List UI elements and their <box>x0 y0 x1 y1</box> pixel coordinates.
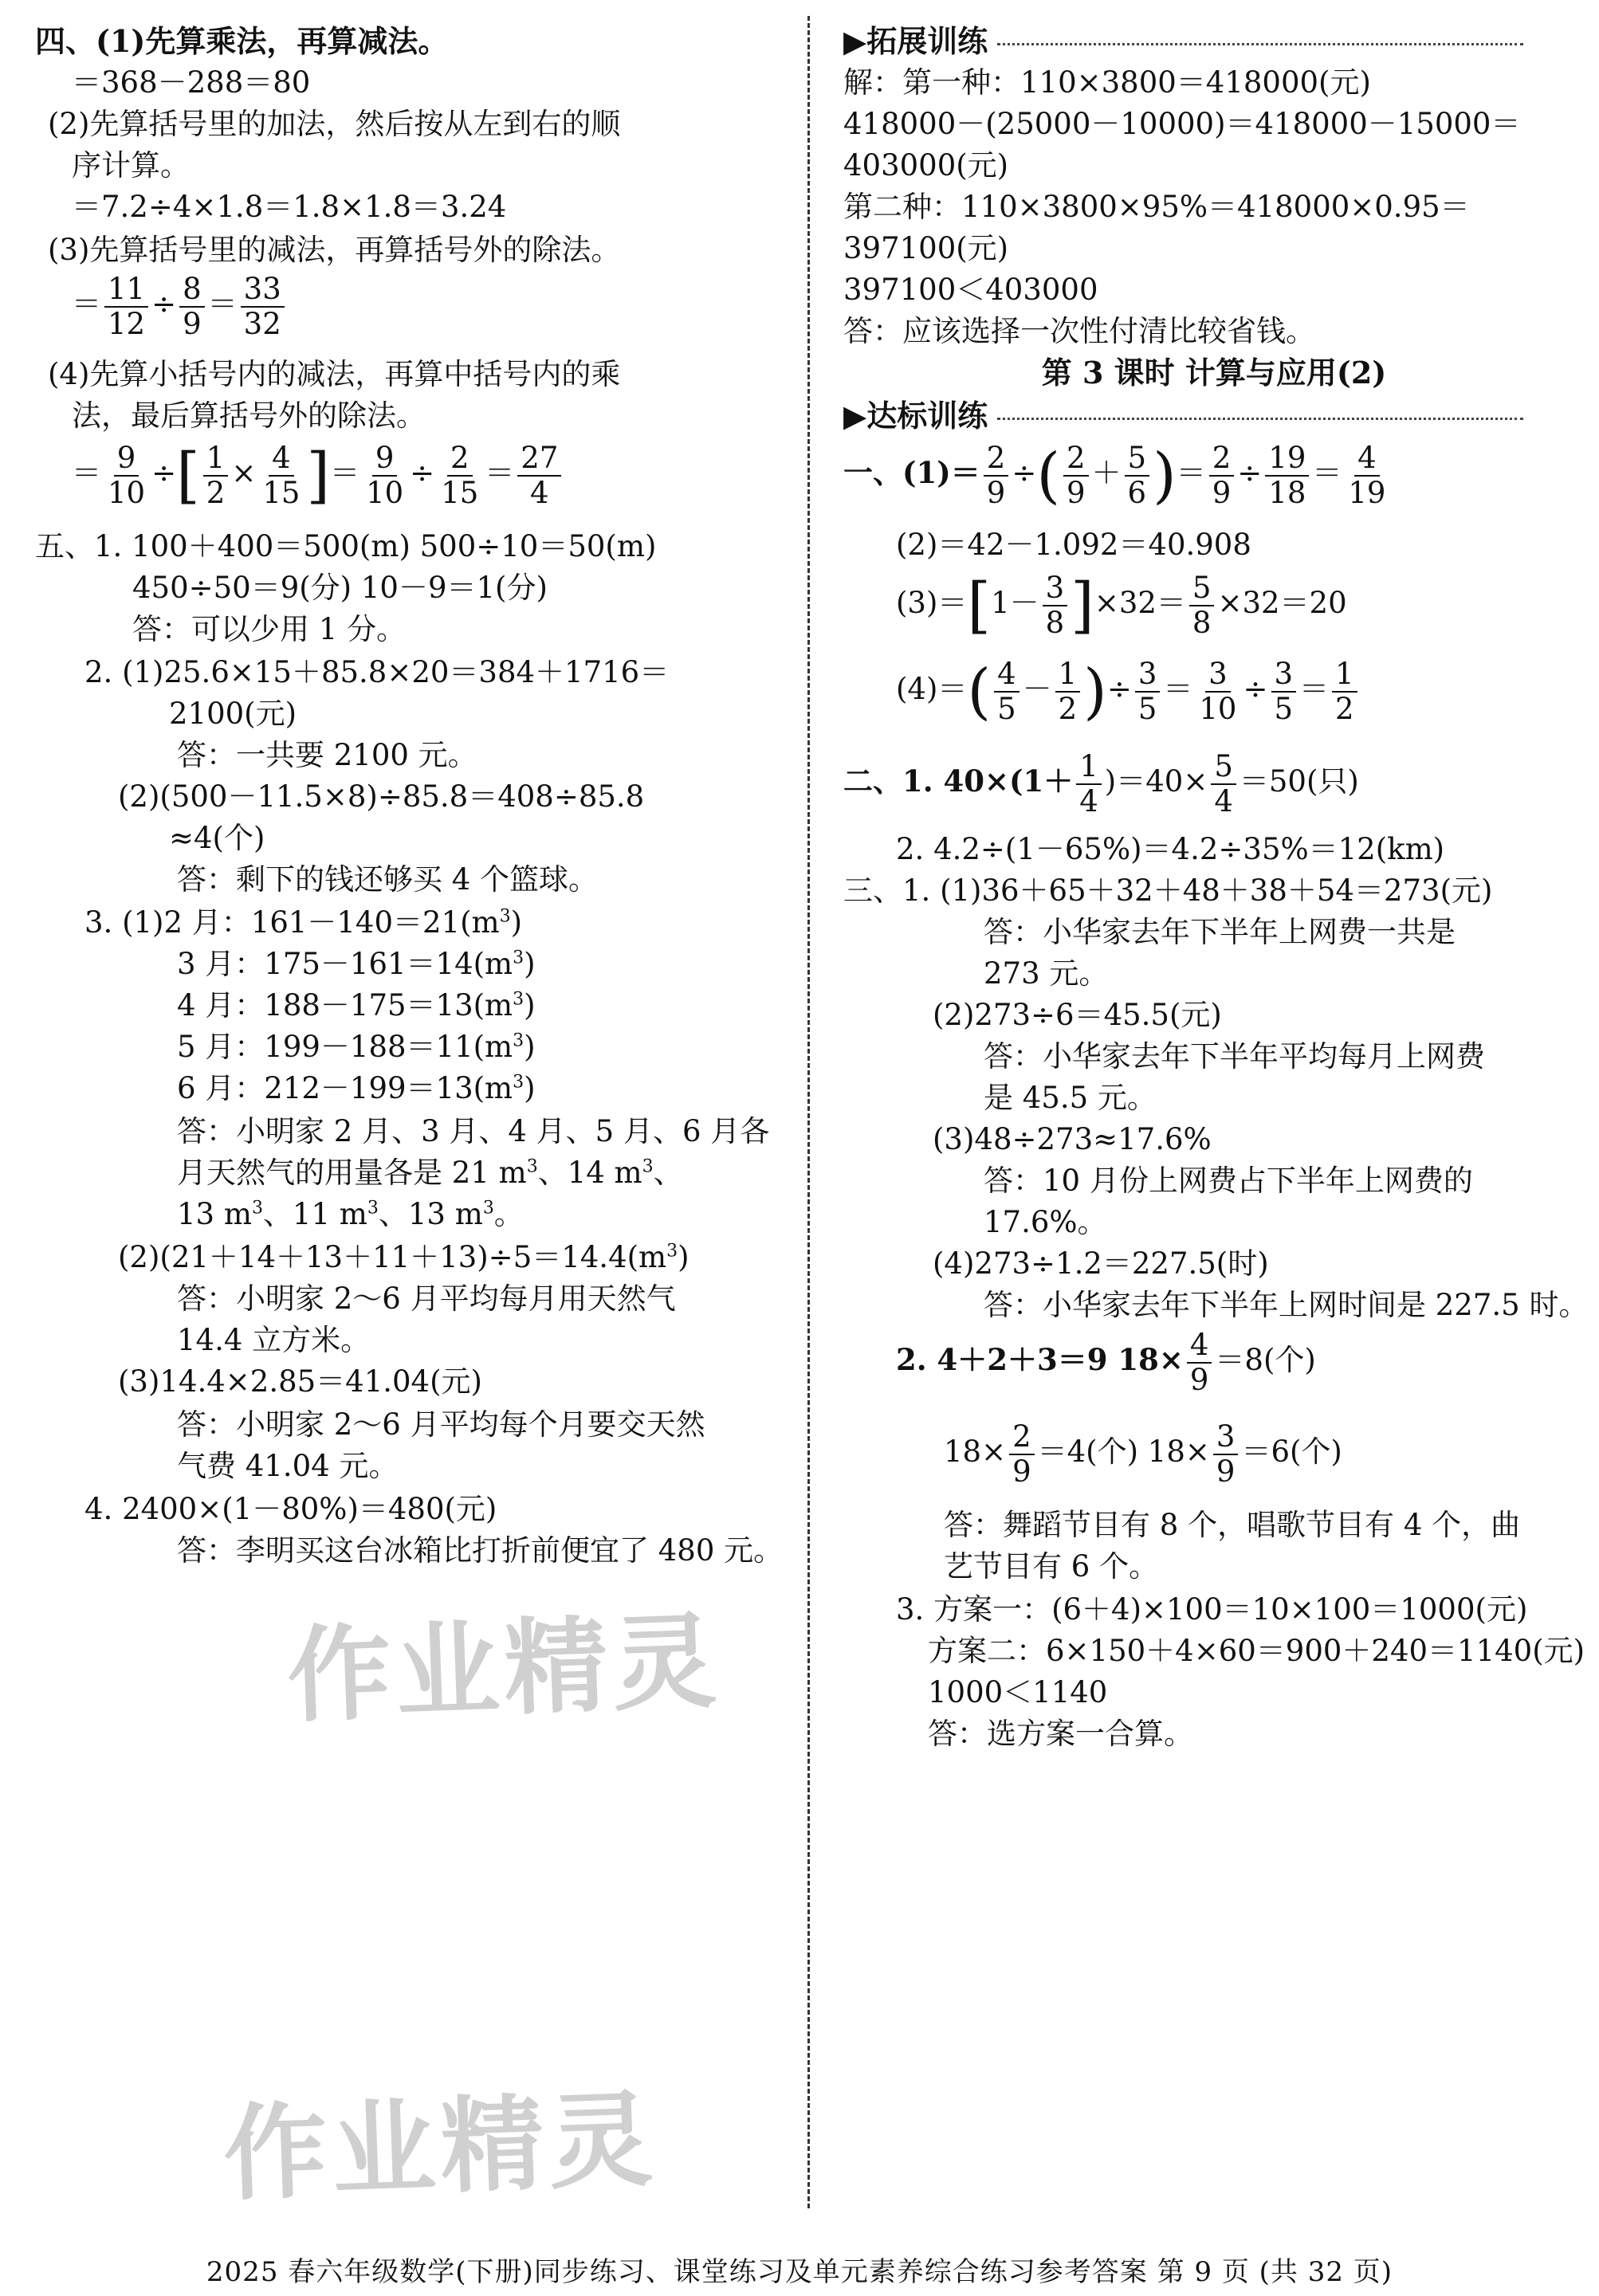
superscript: 3 <box>526 1156 538 1177</box>
ext-line-6: 397100＜403000 <box>843 273 1098 307</box>
fraction <box>1135 657 1161 726</box>
numerator: 1 <box>203 442 229 477</box>
r3-3-line-a: 3. 方案一：(6＋4)×100＝10×100＝1000(元) <box>896 1592 1528 1627</box>
r3-1-1-answer-b: 273 元。 <box>984 956 1109 991</box>
fraction <box>438 442 481 510</box>
r3-1-3-answer-b: 17.6%。 <box>984 1205 1107 1239</box>
s4-4-text-b: 法，最后算括号外的除法。 <box>72 398 426 433</box>
r1-1-equation <box>843 438 1392 510</box>
denominator: 8 <box>1192 605 1212 640</box>
s4-2-equation: ＝7.2÷4×1.8＝1.8×1.8＝3.24 <box>72 190 507 224</box>
left-paren: ( <box>1036 439 1060 511</box>
s5-3-3-line: (3)14.4×2.85＝41.04(元) <box>118 1364 482 1399</box>
numerator: 2 <box>1009 1420 1035 1455</box>
label: 2. 4＋2＋3＝9 18× <box>896 1342 1184 1377</box>
superscript: 3 <box>642 1156 654 1177</box>
r1-2-equation: (2)＝42－1.092＝40.908 <box>896 528 1251 562</box>
lesson-title: 第 3 课时 计算与应用(2) <box>1041 355 1387 391</box>
eq-sign: ＝ <box>1163 672 1193 706</box>
r2-2-equation: 2. 4.2÷(1－65%)＝4.2÷35%＝12(km) <box>896 832 1445 866</box>
s5-3-2-line <box>118 1238 689 1277</box>
fraction <box>1055 657 1081 726</box>
left-bracket: [ <box>176 439 200 511</box>
operator: － <box>1022 672 1052 706</box>
operator: ÷ <box>151 287 177 321</box>
ext-line-3: 403000(元) <box>843 148 1009 183</box>
denominator: 10 <box>108 475 146 510</box>
watermark-logo: 作业精灵 <box>221 2078 659 2216</box>
r3-1-2-answer-b: 是 45.5 元。 <box>984 1081 1157 1115</box>
s5-3-2-answer-b: 14.4 立方米。 <box>177 1323 371 1357</box>
denominator: 4 <box>1214 783 1233 818</box>
s5-3-3-answer-a: 答：小明家 2～6 月平均每个月要交天然 <box>177 1407 705 1442</box>
operator: ÷ <box>1106 672 1132 706</box>
denominator: 5 <box>1274 691 1294 726</box>
heading-text: ▶拓展训练 <box>843 23 988 59</box>
text: 6 月：212－199＝13(m <box>177 1071 513 1105</box>
numerator: 1 <box>1055 657 1081 693</box>
fraction <box>1009 1420 1035 1489</box>
dotted-rule <box>997 418 1523 420</box>
s5-4-answer: 答：李明买这台冰箱比打折前便宜了 480 元。 <box>177 1533 784 1568</box>
section-4-heading: 四、(1)先算乘法，再算减法。 <box>35 23 449 59</box>
r3-3-line-c: 1000＜1140 <box>928 1675 1108 1709</box>
s5-4-line: 4. 2400×(1－80%)＝480(元) <box>84 1492 497 1526</box>
numerator: 19 <box>1265 442 1309 477</box>
ext-line-4: 第二种：110×3800×95%＝418000×0.95＝ <box>843 190 1470 224</box>
denominator: 6 <box>1127 475 1147 510</box>
r3-1-1-answer-a: 答：小华家去年下半年上网费一共是 <box>984 915 1456 949</box>
fraction <box>1189 571 1215 640</box>
numerator: 4 <box>1354 442 1380 477</box>
s5-2-2-line-b: ≈4(个) <box>169 821 265 855</box>
denominator: 2 <box>1058 691 1078 726</box>
r3-1-2-answer-a: 答：小华家去年下半年平均每月上网费 <box>984 1039 1485 1073</box>
r3-2-line-b <box>944 1419 1342 1489</box>
numerator: 9 <box>372 442 398 477</box>
superscript: 3 <box>513 1072 524 1093</box>
r3-1-4-answer: 答：小华家去年下半年上网时间是 227.5 时。 <box>984 1288 1589 1322</box>
column-divider <box>807 16 810 2208</box>
fraction <box>984 442 1009 510</box>
fraction <box>104 273 148 341</box>
fraction <box>1211 750 1236 818</box>
superscript: 3 <box>666 1241 678 1262</box>
s5-1-answer: 答：可以少用 1 分。 <box>132 612 407 646</box>
superscript: 3 <box>251 1198 263 1219</box>
text: (2)(21＋14＋13＋11＋13)÷5＝14.4(m <box>118 1240 667 1274</box>
standard-training-heading <box>843 397 1585 435</box>
numerator: 2 <box>984 442 1009 477</box>
s5-1-line-a: 五、1. 100＋400＝500(m) 500÷10＝50(m) <box>35 529 657 563</box>
operator: ÷ <box>151 456 177 490</box>
fraction <box>1187 1329 1212 1397</box>
dotted-rule <box>997 43 1523 45</box>
text: 、11 m <box>262 1197 367 1231</box>
fraction <box>1063 442 1089 510</box>
fraction <box>1213 1420 1239 1489</box>
numerator: 2 <box>447 442 473 477</box>
text: ) <box>524 1071 536 1105</box>
numerator: 4 <box>269 442 294 477</box>
numerator: 9 <box>114 442 139 477</box>
s5-3-answer-b <box>177 1154 683 1192</box>
label: 二、1. 40×(1＋ <box>843 763 1074 799</box>
denominator: 5 <box>1137 691 1157 726</box>
numerator: 1 <box>1332 657 1357 693</box>
ext-line-5: 397100(元) <box>843 231 1009 265</box>
text: ) <box>524 947 536 981</box>
superscript: 3 <box>482 1198 494 1219</box>
r1-4-equation <box>896 655 1361 726</box>
s4-1-equation: ＝368－288＝80 <box>72 65 311 100</box>
fraction <box>241 273 285 341</box>
operator: ÷ <box>410 456 435 490</box>
s5-2-1-line-b: 2100(元) <box>169 697 297 731</box>
denominator: 15 <box>441 475 479 510</box>
s5-3-may <box>177 1028 536 1066</box>
superscript: 3 <box>513 989 524 1010</box>
numerator: 3 <box>1043 571 1068 606</box>
right-paren: ) <box>1153 439 1177 511</box>
r3-3-answer: 答：选方案一合算。 <box>928 1717 1193 1751</box>
s5-3-2-answer-a: 答：小明家 2～6 月平均每月用天然气 <box>177 1281 676 1316</box>
fraction <box>517 442 561 510</box>
s5-2-1-line-a: 2. (1)25.6×15＋85.8×20＝384＋1716＝ <box>84 655 670 689</box>
ext-line-2: 418000－(25000－10000)＝418000－15000＝ <box>843 107 1521 141</box>
text: 、14 m <box>537 1156 642 1190</box>
numerator: 5 <box>1189 571 1215 606</box>
s5-3-mar <box>177 945 536 983</box>
denominator: 18 <box>1268 475 1306 510</box>
s4-2-text-a: (2)先算括号里的加法，然后按从左到右的顺 <box>48 107 621 141</box>
numerator: 3 <box>1213 1420 1239 1455</box>
watermark-logo: 作业精灵 <box>285 1600 723 1737</box>
denominator: 9 <box>1189 1362 1209 1397</box>
denominator: 12 <box>108 306 146 341</box>
fraction <box>1209 442 1235 510</box>
eq-sign: ＝ <box>485 456 515 490</box>
r3-1-3-line: (3)48÷273≈17.6% <box>933 1122 1212 1156</box>
text: ＝50(只) <box>1239 764 1359 799</box>
denominator: 10 <box>366 475 404 510</box>
text: 、13 m <box>378 1197 483 1231</box>
numerator: 33 <box>241 273 285 308</box>
text: 月天然气的用量各是 21 m <box>177 1156 527 1190</box>
right-bracket: ] <box>306 439 331 511</box>
eq-sign: ＝ <box>330 456 360 490</box>
text: ) <box>524 988 536 1022</box>
label: (4)＝ <box>896 672 968 706</box>
numerator: 2 <box>1063 442 1089 477</box>
text: 18× <box>944 1435 1007 1469</box>
numerator: 5 <box>1211 750 1236 785</box>
text: ×32＝20 <box>1217 586 1347 620</box>
s5-2-2-answer: 答：剩下的钱还够买 4 个篮球。 <box>177 862 599 897</box>
r3-3-line-b: 方案二：6×150＋4×60＝900＋240＝1140(元) <box>928 1634 1585 1668</box>
text: 3 月：175－161＝14(m <box>177 947 513 981</box>
text: 3. (1)2 月：161－140＝21(m <box>84 905 500 940</box>
eq-sign: ＝ <box>1176 456 1206 490</box>
denominator: 9 <box>1012 1454 1031 1489</box>
operator: ÷ <box>1243 672 1268 706</box>
page-footer: 2025 春六年级数学(下册)同步练习、课堂练习及单元素养综合练习参考答案 第 9 页 (共 32 页) <box>206 2256 1393 2288</box>
operator: ＋ <box>1091 456 1122 490</box>
s4-2-text-b: 序计算。 <box>72 148 190 183</box>
numerator: 1 <box>1076 750 1102 785</box>
superscript: 3 <box>367 1198 379 1219</box>
eq-sign: ＝ <box>72 456 101 490</box>
s4-4-equation <box>72 440 564 510</box>
r1-3-equation <box>896 569 1347 640</box>
denominator: 2 <box>1335 691 1354 726</box>
denominator: 8 <box>1045 605 1065 640</box>
eq-sign: ＝ <box>1312 456 1342 490</box>
eq-sign: ＝ <box>207 287 238 321</box>
s5-1-line-b: 450÷50＝9(分) 10－9＝1(分) <box>132 571 548 605</box>
text: ) <box>524 1030 536 1064</box>
r3-1-1-line: 三、1. (1)36＋65＋32＋48＋38＋54＝273(元) <box>843 873 1493 908</box>
fraction <box>1271 657 1297 726</box>
fraction <box>994 657 1020 726</box>
fraction <box>1125 442 1150 510</box>
text: ) <box>510 905 523 940</box>
text: 。 <box>493 1197 524 1231</box>
right-paren: ) <box>1083 655 1107 727</box>
fraction <box>363 442 407 510</box>
numerator: 4 <box>1187 1329 1212 1364</box>
text: ×32＝ <box>1094 586 1186 620</box>
fraction <box>203 442 229 510</box>
fraction <box>1332 657 1357 726</box>
ext-line-1: 解：第一种：110×3800＝418000(元) <box>843 65 1371 100</box>
denominator: 9 <box>183 306 202 341</box>
numerator: 5 <box>1125 442 1150 477</box>
operator: ÷ <box>1012 456 1037 490</box>
fraction <box>1265 442 1309 510</box>
left-bracket: [ <box>967 569 992 641</box>
fraction <box>1345 442 1389 510</box>
r3-1-3-answer-a: 答：10 月份上网费占下半年上网费的 <box>984 1164 1473 1198</box>
operator: × <box>231 456 257 490</box>
r3-2-line-a <box>896 1326 1316 1397</box>
ext-answer: 答：应该选择一次性付清比较省钱。 <box>843 314 1315 348</box>
fraction <box>259 442 303 510</box>
text: 1－ <box>991 586 1039 620</box>
eq-sign: ＝ <box>72 287 101 321</box>
superscript: 3 <box>499 906 511 927</box>
text: ＝6(个) <box>1241 1435 1342 1469</box>
label: (3)＝ <box>896 586 968 620</box>
s4-4-text-a: (4)先算小括号内的减法，再算中括号内的乘 <box>48 357 621 391</box>
text: 4 月：188－175＝13(m <box>177 988 513 1022</box>
numerator: 11 <box>104 273 148 308</box>
text: ＝4(个) 18× <box>1037 1435 1210 1469</box>
denominator: 9 <box>1066 475 1086 510</box>
superscript: 3 <box>513 948 524 968</box>
fraction <box>1196 657 1240 726</box>
superscript: 3 <box>513 1030 524 1051</box>
numerator: 2 <box>1209 442 1235 477</box>
s5-2-1-answer: 答：一共要 2100 元。 <box>177 738 477 772</box>
s5-3-apr <box>177 987 536 1025</box>
denominator: 9 <box>1216 1454 1236 1489</box>
denominator: 10 <box>1199 691 1237 726</box>
heading-text: ▶达标训练 <box>843 398 988 434</box>
numerator: 4 <box>994 657 1020 693</box>
numerator: 3 <box>1271 657 1297 693</box>
text: ) <box>678 1240 689 1274</box>
r3-2-answer-b: 艺节目有 6 个。 <box>944 1549 1159 1584</box>
fraction <box>104 442 148 510</box>
denominator: 2 <box>206 475 226 510</box>
s4-3-text: (3)先算括号里的减法，再算括号外的除法。 <box>48 233 621 267</box>
s5-3-jun <box>177 1070 536 1108</box>
s4-3-equation <box>72 271 288 341</box>
text: ＝8(个) <box>1215 1343 1316 1377</box>
denominator: 4 <box>530 475 549 510</box>
operator: ÷ <box>1237 456 1263 490</box>
label: 一、(1)＝ <box>843 455 980 490</box>
text: )＝40× <box>1104 764 1208 799</box>
numerator: 3 <box>1135 657 1161 693</box>
left-paren: ( <box>967 655 992 727</box>
denominator: 9 <box>1212 475 1232 510</box>
text: 13 m <box>177 1197 252 1231</box>
s5-3-3-answer-b: 气费 41.04 元。 <box>177 1449 399 1483</box>
s5-3-feb <box>84 904 522 942</box>
numerator: 8 <box>179 273 205 308</box>
s5-3-answer-c <box>177 1195 524 1234</box>
r3-1-4-line: (4)273÷1.2＝227.5(时) <box>933 1246 1269 1281</box>
denominator: 15 <box>262 475 301 510</box>
r3-1-2-line: (2)273÷6＝45.5(元) <box>933 998 1222 1032</box>
numerator: 27 <box>517 442 561 477</box>
fraction <box>1043 571 1068 640</box>
denominator: 9 <box>986 475 1006 510</box>
denominator: 19 <box>1348 475 1386 510</box>
r3-2-answer-a: 答：舞蹈节目有 8 个，唱歌节目有 4 个，曲 <box>944 1508 1521 1542</box>
s5-2-2-line-a: (2)(500－11.5×8)÷85.8＝408÷85.8 <box>118 779 645 814</box>
text: 、 <box>653 1156 683 1190</box>
r2-1-equation <box>843 748 1359 818</box>
denominator: 4 <box>1079 783 1098 818</box>
numerator: 3 <box>1205 657 1231 693</box>
denominator: 5 <box>997 691 1016 726</box>
text: 5 月：199－188＝11(m <box>177 1030 513 1064</box>
extension-training-heading <box>843 22 1585 61</box>
right-bracket: ] <box>1071 569 1094 641</box>
fraction <box>179 273 205 341</box>
s5-3-answer-a: 答：小明家 2 月、3 月、4 月、5 月、6 月各 <box>177 1114 770 1148</box>
denominator: 32 <box>243 306 281 341</box>
fraction <box>1076 750 1102 818</box>
eq-sign: ＝ <box>1299 672 1330 706</box>
